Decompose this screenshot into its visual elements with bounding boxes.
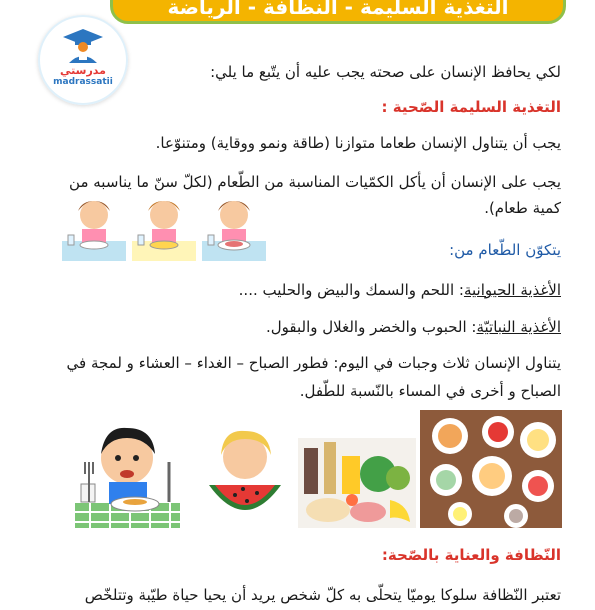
food-groceries-photo (298, 438, 416, 528)
logo-text-ar: مدرستي (60, 64, 106, 77)
breakfast-table-photo (420, 410, 562, 528)
banner-title: التغذية السليمة - النظافة - الرياضة (167, 0, 509, 19)
children-eating-illustration (60, 195, 270, 265)
section2-heading: النّظافة والعناية بالصّحة: (381, 546, 561, 564)
section1-heading: التغذية السليمة الصّحية : (381, 98, 561, 116)
paragraph-quantity-line2: كمية طعام). (484, 199, 561, 217)
girl-with-watermelon-illustration (195, 425, 295, 525)
hygiene-paragraph: تعتبر النّظافة سلوكا يوميّا يتحلّى به كلّ شخص يريد أن يحيا حياة طيّبة وتتلخّص (84, 586, 561, 604)
logo-text-en: madrassatii (53, 77, 113, 87)
animal-foods-text: : اللحم والسمك والبيض والحليب .... (238, 281, 464, 299)
paragraph-balanced-diet: يجب أن يتناول الإنسان طعاما متوازنا (طاقة ونمو ووقاية) ومتنوّعا. (155, 134, 561, 152)
animal-foods-line (239, 280, 561, 300)
title-banner (110, 0, 566, 24)
madrassatii-logo (38, 15, 128, 105)
food-components-heading: يتكوّن الطّعام من: (449, 241, 561, 259)
meals-line1: يتناول الإنسان ثلاث وجبات في اليوم: فطور الصباح – الغداء – العشاء و لمجة في (66, 354, 561, 372)
animal-foods-label: الأغذية الحيوانية (463, 281, 561, 299)
intro-text: لكي يحافظ الإنسان على صحته يجب عليه أن يتّبع ما يلي: (210, 63, 561, 81)
boy-eating-illustration (75, 420, 185, 530)
plant-foods-line (266, 317, 561, 337)
paragraph-quantity-line1: يجب على الإنسان أن يأكل الكمّيات المناسبة من الطّعام (لكلّ سنّ ما يناسبه من (69, 173, 561, 191)
graduate-icon (61, 27, 105, 63)
plant-foods-text: : الحبوب والخضر والغلال والبقول. (266, 318, 477, 336)
meals-line2: الصباح و أخرى في المساء بالنّسبة للطّفل. (299, 382, 561, 400)
plant-foods-label: الأغذية النباتيّة (476, 318, 561, 336)
